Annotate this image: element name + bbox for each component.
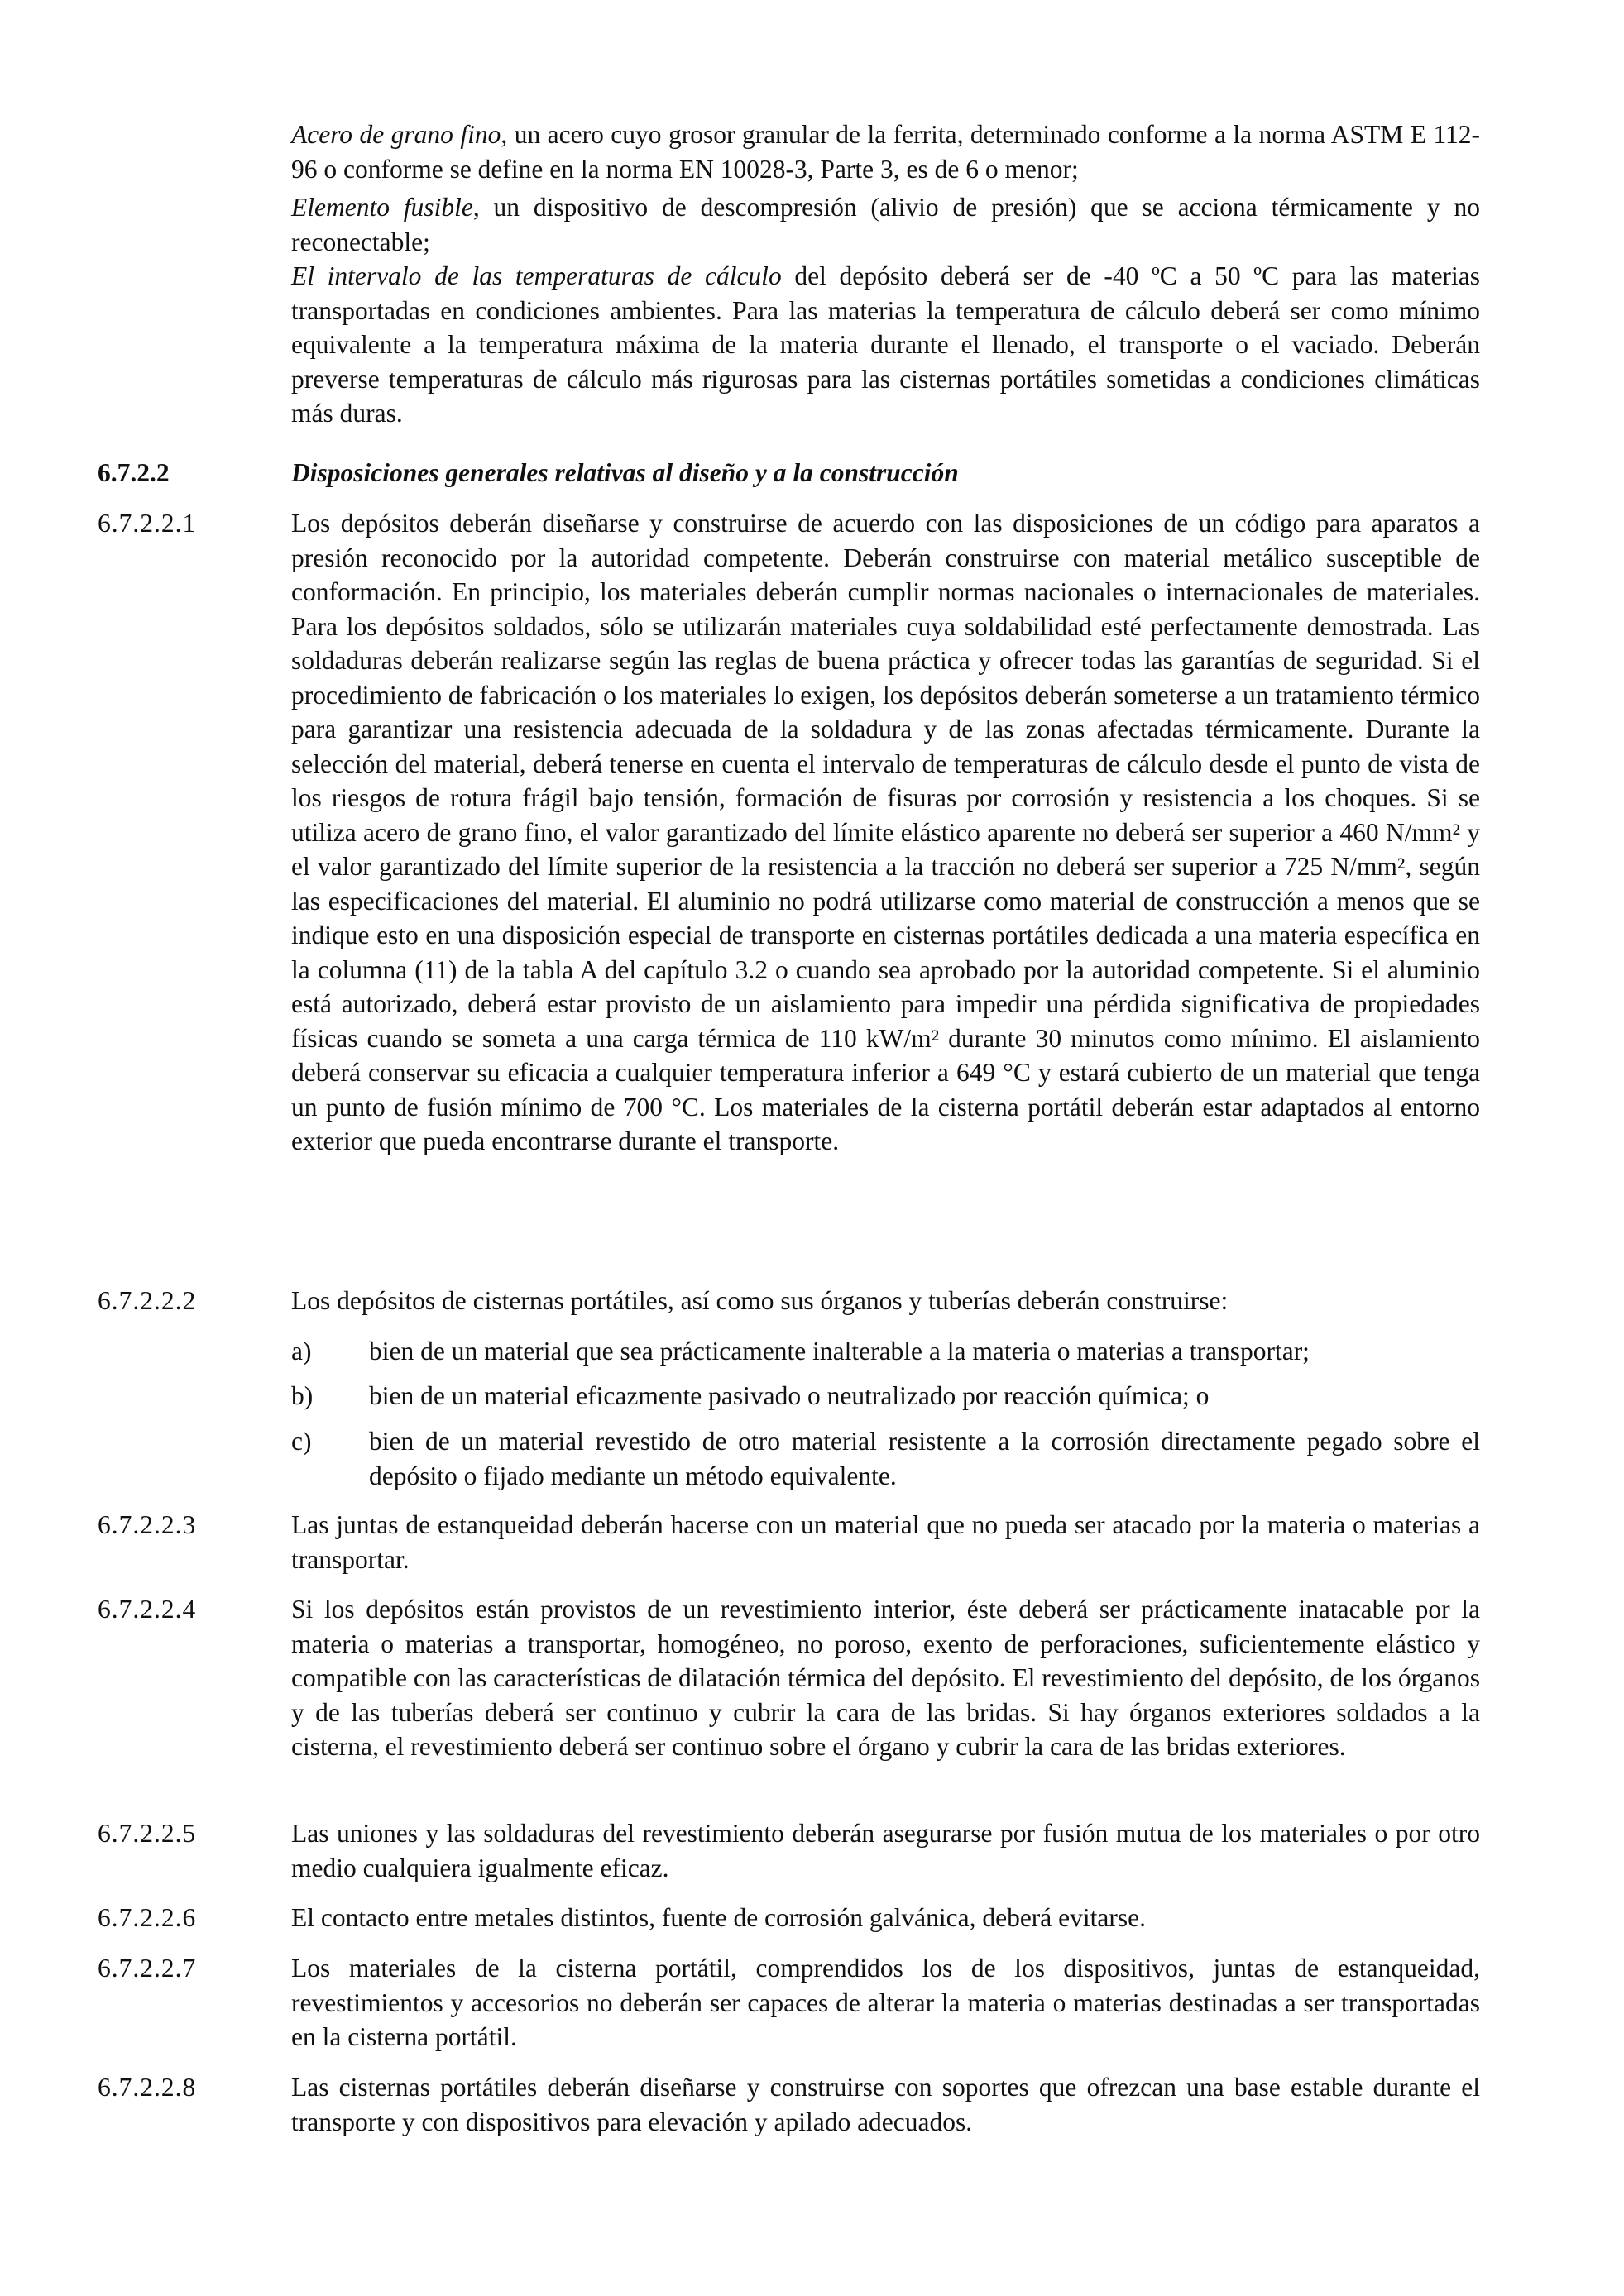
list-item-letter: c) <box>291 1427 312 1456</box>
definition-design-temperature-range <box>291 259 1480 431</box>
paragraph-text: Los depósitos deberán diseñarse y construirse de acuerdo con las disposiciones de un código para aparatos a presión reconocido por la autoridad competente. Deberán construirse con material metálico susceptible de conformación. En principio, los materiales deberán cumplir normas nacionales o internacionales de materiales. Para los depósitos soldados, sólo se utilizarán materiales cuya soldabilidad esté perfectamente demostrada. Las soldaduras deberán realizarse según las reglas de buena práctica y ofrecer todas las garantías de seguridad. Si el procedimiento de fabricación o los materiales lo exigen, los depósitos deberán someterse a un tratamiento térmico para garantizar una resistencia adecuada de la soldadura y de las zonas afectadas térmicamente. Durante la selección del material, deberá tenerse en cuenta el intervalo de temperaturas de cálculo desde el punto de vista de los riesgos de rotura frágil bajo tensión, formación de fisuras por corrosión y resistencia a los choques. Si se utiliza acero de grano fino, el valor garantizado del límite elástico aparente no deberá ser superior a 460 N/mm² y el valor garantizado del límite superior de la resistencia a la tracción no deberá ser superior a 725 N/mm², según las especificaciones del material. El aluminio no podrá utilizarse como material de construcción a menos que se indique esto en una disposición especial de transporte en cisternas portátiles dedicada a una materia específica en la columna (11) de la tabla A del capítulo 3.2 o cuando sea aprobado por la autoridad competente. Si el aluminio está autorizado, deberá estar provisto de un aislamiento para impedir una pérdida significativa de propiedades físicas cuando se someta a una carga térmica de 110 kW/m² durante 30 minutos como mínimo. El aislamiento deberá conservar su eficacia a cualquier temperatura inferior a 649 °C y estará cubierto de un material que tenga un punto de fusión mínimo de 700 °C. Los materiales de la cisterna portátil deberán estar adaptados al entorno exterior que pueda encontrarse durante el transporte. <box>291 509 1480 1155</box>
paragraph-text: Si los depósitos están provistos de un revestimiento interior, éste deberá ser prácticamente inatacable por la materia o materias a transportar, homogéneo, no poroso, exento de perforaciones, suficientemente elástico y compatible con las características de dilatación térmica del depósito. El revestimiento del depósito, de los órganos y de las tuberías deberá ser continuo y cubrir la cara de las bridas. Si hay órganos exteriores soldados a la cisterna, el revestimiento deberá ser continuo sobre el órgano y cubrir la cara de las bridas exteriores. <box>291 1595 1480 1761</box>
list-item-text: bien de un material que sea prácticamente inalterable a la materia o materias a transportar; <box>369 1337 1310 1366</box>
paragraph-text: Los materiales de la cisterna portátil, comprendidos los de los dispositivos, juntas de estanqueidad, revestimientos y accesorios no deberán ser capaces de alterar la materia o materias destinadas a ser transportadas en la cisterna portátil. <box>291 1954 1480 2051</box>
list-item-text: bien de un material revestido de otro material resistente a la corrosión directamente pegado sobre el depósito o fijado mediante un método equivalente. <box>369 1427 1480 1490</box>
list-item-letter: b) <box>291 1381 314 1410</box>
paragraph-number: 6.7.2.2.4 <box>98 1595 197 1624</box>
list-item-text: bien de un material eficazmente pasivado o neutralizado por reacción química; o <box>369 1381 1210 1410</box>
definition-term: Acero de grano fino <box>291 120 501 149</box>
definition-text: del depósito deberá ser de -40 ºC a 50 ºC para las materias transportadas en condiciones ambientes. Para las materias la temperatura de cálculo deberá ser como mínimo equivalente a la temperatura máxima de la materia durante el llenado, el transporte o el vaciado. Deberán preverse temperaturas de cálculo más rigurosas para las cisternas portátiles sometidas a condiciones climáticas más duras. <box>291 261 1480 428</box>
list-item-letter: a) <box>291 1337 312 1366</box>
definition-fine-grain-steel <box>291 117 1480 186</box>
paragraph-number: 6.7.2.2.7 <box>98 1954 197 1983</box>
section-number: 6.7.2.2 <box>98 458 170 487</box>
definition-term: El intervalo de las temperaturas de cálculo <box>291 261 782 290</box>
paragraph-number: 6.7.2.2.2 <box>98 1286 197 1315</box>
paragraph-text: Los depósitos de cisternas portátiles, así como sus órganos y tuberías deberán construirse: <box>291 1286 1229 1315</box>
section-title: Disposiciones generales relativas al diseño y a la construcción <box>291 458 959 487</box>
paragraph-number: 6.7.2.2.8 <box>98 2073 197 2102</box>
definition-text: , un dispositivo de descompresión (alivio de presión) que se acciona térmicamente y no reconectable; <box>291 193 1480 256</box>
paragraph-number: 6.7.2.2.6 <box>98 1903 197 1932</box>
paragraph-text: Las cisternas portátiles deberán diseñarse y construirse con soportes que ofrezcan una base estable durante el transporte y con dispositivos para elevación y apilado adecuados. <box>291 2073 1480 2136</box>
definition-text: , un acero cuyo grosor granular de la ferrita, determinado conforme a la norma ASTM E 112-96 o conforme se define en la norma EN 10028-3, Parte 3, es de 6 o menor; <box>291 120 1480 184</box>
paragraph-number: 6.7.2.2.1 <box>98 509 197 538</box>
definition-term: Elemento fusible <box>291 193 473 222</box>
paragraph-text: Las juntas de estanqueidad deberán hacerse con un material que no pueda ser atacado por la materia o materias a transportar. <box>291 1510 1480 1574</box>
paragraph-text: Las uniones y las soldaduras del revestimiento deberán asegurarse por fusión mutua de los materiales o por otro medio cualquiera igualmente eficaz. <box>291 1819 1480 1882</box>
paragraph-number: 6.7.2.2.3 <box>98 1510 197 1539</box>
paragraph-number: 6.7.2.2.5 <box>98 1819 197 1848</box>
paragraph-text: El contacto entre metales distintos, fuente de corrosión galvánica, deberá evitarse. <box>291 1903 1146 1932</box>
definition-fusible-element <box>291 190 1480 259</box>
